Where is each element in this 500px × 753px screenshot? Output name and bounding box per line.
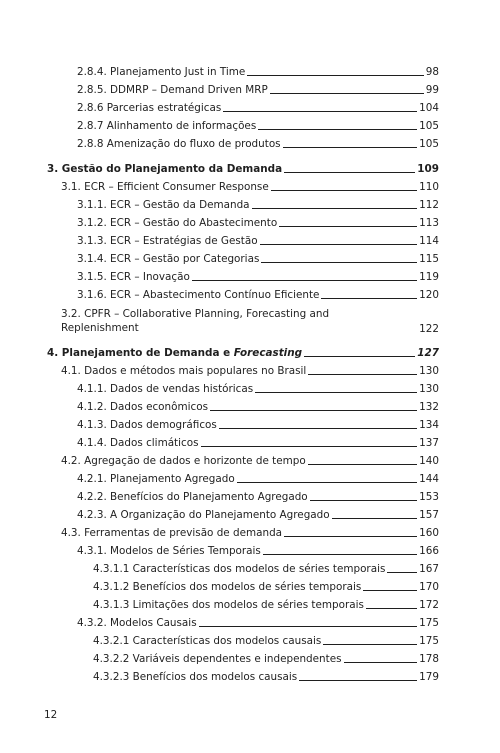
- toc-entry-label: 4.3.1.2 Benefícios dos modelos de séries temporais: [93, 581, 362, 593]
- toc-entry-page: 166: [419, 545, 439, 557]
- toc-entry: [61, 527, 439, 539]
- toc-leader: [237, 482, 417, 483]
- toc-entry: [77, 199, 439, 211]
- toc-entry-page: 114: [419, 235, 439, 247]
- toc-entry: [93, 653, 439, 665]
- toc-entry-page: 167: [419, 563, 439, 575]
- toc-entry-label: 4.1.2. Dados econômicos: [77, 401, 208, 413]
- toc-entry: [77, 437, 439, 449]
- toc-entry-page: 134: [419, 419, 439, 431]
- toc-entry-label: 4.2.1. Planejamento Agregado: [77, 473, 235, 485]
- toc-entry-label: 4.2.2. Benefícios do Planejamento Agregado: [77, 491, 308, 503]
- toc-entry-page: 132: [419, 401, 439, 413]
- toc-entry: [77, 383, 439, 395]
- toc-chapter-entry: [47, 163, 439, 175]
- toc-entry-label: [47, 347, 303, 359]
- toc-leader: [304, 356, 415, 357]
- toc-leader: [260, 244, 418, 245]
- toc-entry-label: 4.1.3. Dados demográficos: [77, 419, 217, 431]
- toc-entry: [77, 473, 439, 485]
- toc-entry-page: 175: [419, 617, 439, 629]
- toc-leader: [332, 518, 418, 519]
- toc-entry: [93, 581, 439, 593]
- toc-entry: [77, 217, 439, 229]
- toc-entry: [77, 271, 439, 283]
- toc-entry-label: 4.3. Ferramentas de previsão de demanda: [61, 527, 283, 539]
- toc-entry-label: 2.8.8 Amenização do fluxo de produtos: [77, 138, 281, 150]
- toc-leader: [308, 374, 417, 375]
- toc-entry-label: 4.3.1.3 Limitações dos modelos de séries temporais: [93, 599, 364, 611]
- toc-entry: [77, 253, 439, 265]
- toc-entry-label: 3. Gestão do Planejamento da Demanda: [47, 163, 283, 175]
- toc-entry-page: 112: [419, 199, 439, 211]
- toc-entry-label: 3.1.4. ECR – Gestão por Categorias: [77, 253, 260, 265]
- toc-entry-page: 153: [419, 491, 439, 503]
- toc-entry: [77, 66, 439, 78]
- toc-entry-label: 4.3.2.3 Benefícios dos modelos causais: [93, 671, 298, 683]
- toc-entry-page: 160: [419, 527, 439, 539]
- toc-entry-page: 120: [419, 289, 439, 301]
- toc-leader: [223, 111, 417, 112]
- toc-leader: [247, 75, 423, 76]
- toc-entry-label: 4.3.2.2 Variáveis dependentes e independentes: [93, 653, 342, 665]
- toc-entry: [93, 563, 439, 575]
- toc-entry-page: 122: [419, 323, 439, 335]
- toc-entry: [77, 401, 439, 413]
- toc-leader: [283, 147, 418, 148]
- toc-entry-page: 119: [419, 271, 439, 283]
- toc-entry-label: 2.8.6 Parcerias estratégicas: [77, 102, 222, 114]
- toc-entry-label: 3.1.3. ECR – Estratégias de Gestão: [77, 235, 258, 247]
- toc-entry-label: 4.2.3. A Organização do Planejamento Agregado: [77, 509, 330, 521]
- toc-chapter-entry: [47, 347, 439, 359]
- toc-leader: [263, 554, 417, 555]
- toc-entry: [77, 419, 439, 431]
- toc-entry: [93, 671, 439, 683]
- toc-entry-page: 144: [419, 473, 439, 485]
- toc-entry: [77, 138, 439, 150]
- toc-entry-label: 4.2. Agregação de dados e horizonte de tempo: [61, 455, 306, 467]
- toc-entry: [93, 635, 439, 647]
- toc-leader: [323, 644, 417, 645]
- toc-entry-page: 130: [419, 365, 439, 377]
- toc-entry: [77, 509, 439, 521]
- toc-entry-label: 4.3.1. Modelos de Séries Temporais: [77, 545, 261, 557]
- toc-leader: [310, 500, 417, 501]
- toc-leader: [299, 680, 417, 681]
- toc-leader: [387, 572, 417, 573]
- toc-leader: [271, 190, 417, 191]
- toc-entry: [77, 120, 439, 132]
- toc-entry-page: 172: [419, 599, 439, 611]
- toc-entry: [61, 455, 439, 467]
- toc-entry-label: 3.1.2. ECR – Gestão do Abastecimento: [77, 217, 278, 229]
- toc-leader: [192, 280, 417, 281]
- toc-entry-page: 179: [419, 671, 439, 683]
- toc-entry-page: 98: [425, 66, 439, 78]
- toc-leader: [261, 262, 417, 263]
- toc-entry-label: 4.1.1. Dados de vendas históricas: [77, 383, 254, 395]
- toc-entry-label: 3.1. ECR – Efficient Consumer Response: [61, 181, 269, 193]
- toc-entry: [77, 102, 439, 114]
- toc-leader: [199, 626, 418, 627]
- toc-entry-page: 113: [419, 217, 439, 229]
- toc-entry: [77, 235, 439, 247]
- toc-entry-page: 115: [419, 253, 439, 265]
- toc-entry-page: 178: [419, 653, 439, 665]
- toc-entry-label: 2.8.4. Planejamento Just in Time: [77, 66, 246, 78]
- toc-leader: [219, 428, 417, 429]
- toc-leader: [363, 590, 417, 591]
- toc-leader: [321, 298, 417, 299]
- toc-entry-label: 3.1.6. ECR – Abastecimento Contínuo Eficiente: [77, 289, 320, 301]
- toc-leader: [284, 536, 417, 537]
- toc-leader: [201, 446, 418, 447]
- toc-leader: [255, 392, 417, 393]
- toc-entry-page: 105: [419, 138, 439, 150]
- toc-entry-label: 3.1.5. ECR – Inovação: [77, 271, 190, 283]
- toc-entry: [77, 84, 439, 96]
- toc-entry-label: 3.1.1. ECR – Gestão da Demanda: [77, 199, 250, 211]
- toc-entry: [61, 365, 439, 377]
- toc-entry-label: 4.3.2.1 Características dos modelos causais: [93, 635, 322, 647]
- toc-entry: [77, 545, 439, 557]
- toc-leader: [210, 410, 417, 411]
- toc-entry-page: 157: [419, 509, 439, 521]
- toc-leader: [252, 208, 418, 209]
- toc-leader: [279, 226, 417, 227]
- toc-entry-label: 2.8.5. DDMRP – Demand Driven MRP: [77, 84, 268, 96]
- toc-entry-label: 4.3.1.1 Características dos modelos de séries temporais: [93, 563, 386, 575]
- toc-entry-page: 105: [419, 120, 439, 132]
- toc-leader: [344, 662, 418, 663]
- toc-entry-page: 137: [419, 437, 439, 449]
- toc-entry-label: 4.1.4. Dados climáticos: [77, 437, 199, 449]
- page-number: 12: [44, 709, 58, 721]
- toc-entry: [77, 289, 439, 301]
- toc-leader: [308, 464, 417, 465]
- toc-leader: [258, 129, 417, 130]
- toc-entry-page: 104: [419, 102, 439, 114]
- toc-entry-page: 130: [419, 383, 439, 395]
- toc-entry-page: 140: [419, 455, 439, 467]
- toc-entry-page: 170: [419, 581, 439, 593]
- toc-leader: [366, 608, 417, 609]
- toc-entry: [93, 599, 439, 611]
- toc-entry-label: 4.1. Dados e métodos mais populares no Brasil: [61, 365, 307, 377]
- toc-leader: [270, 93, 424, 94]
- toc-entry-page: 109: [417, 163, 439, 175]
- toc-entry: [61, 181, 439, 193]
- toc-entry: [77, 617, 439, 629]
- toc-entry-page: 110: [419, 181, 439, 193]
- toc-entry-page: 175: [419, 635, 439, 647]
- toc-entry-label-prefix: 4. Planejamento de Demanda e: [47, 347, 234, 359]
- toc-entry-label-italic: Forecasting: [233, 347, 303, 359]
- toc-entry-page: 99: [425, 84, 439, 96]
- toc-entry-label: 2.8.7 Alinhamento de informações: [77, 120, 257, 132]
- toc-leader: [284, 172, 415, 173]
- toc-entry-label: 4.3.2. Modelos Causais: [77, 617, 197, 629]
- toc-entry: [77, 491, 439, 503]
- toc-entry-label: 3.2. CPFR – Collaborative Planning, Forecasting and Replenishment: [61, 308, 330, 334]
- toc-entry-page: 127: [417, 347, 439, 359]
- toc-entry: [61, 307, 439, 335]
